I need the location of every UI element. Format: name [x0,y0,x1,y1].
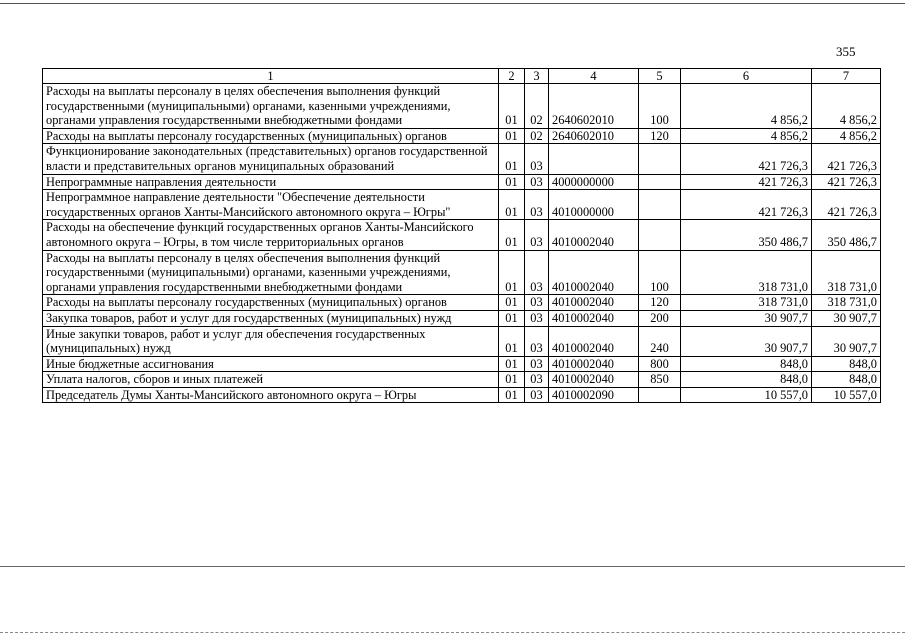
row-section: 01 [499,144,525,174]
header-row [43,69,881,84]
row-subsection: 03 [525,356,549,372]
row-name: Расходы на выплаты персоналу в целях обеспечения выполнения функций государственными (муниципальными) органами, казенными учреждениями, органами управления государственными внебюджетными фондами [43,250,499,295]
row-section: 01 [499,84,525,129]
table-row [43,310,881,326]
row-target-code: 4000000000 [549,174,639,190]
row-target-code: 4010002040 [549,326,639,356]
row-subsection: 02 [525,128,549,144]
column-header: 4 [549,69,639,84]
row-subsection: 03 [525,372,549,388]
row-expense-type: 100 [639,84,681,129]
table-row [43,84,881,129]
row-expense-type [639,174,681,190]
row-sum-col7: 4 856,2 [812,84,881,129]
row-target-code: 4010002040 [549,310,639,326]
row-section: 01 [499,372,525,388]
row-name: Функционирование законодательных (представительных) органов государственной власти и представительных органов муниципальных образований [43,144,499,174]
row-name: Расходы на выплаты персоналу в целях обеспечения выполнения функций государственными (муниципальными) органами, казенными учреждениями, органами управления государственными внебюджетными фондами [43,84,499,129]
row-expense-type: 240 [639,326,681,356]
row-sum-col6: 4 856,2 [681,128,812,144]
row-name: Расходы на выплаты персоналу государственных (муниципальных) органов [43,128,499,144]
column-header: 1 [43,69,499,84]
row-subsection: 03 [525,295,549,311]
row-target-code: 4010000000 [549,190,639,220]
row-section: 01 [499,190,525,220]
row-section: 01 [499,356,525,372]
row-target-code: 4010002040 [549,250,639,295]
row-sum-col7: 4 856,2 [812,128,881,144]
row-subsection: 03 [525,310,549,326]
row-sum-col6: 318 731,0 [681,295,812,311]
row-section: 01 [499,220,525,250]
top-rule [0,3,905,4]
row-sum-col6: 848,0 [681,372,812,388]
page-number: 355 [836,44,856,59]
row-target-code: 4010002040 [549,356,639,372]
column-header: 6 [681,69,812,84]
table-row [43,326,881,356]
table-row [43,190,881,220]
row-sum-col7: 421 726,3 [812,174,881,190]
table-row [43,356,881,372]
row-section: 01 [499,174,525,190]
row-name: Расходы на выплаты персоналу государственных (муниципальных) органов [43,295,499,311]
table-row [43,295,881,311]
row-subsection: 03 [525,190,549,220]
row-sum-col6: 318 731,0 [681,250,812,295]
row-name: Непрограммное направление деятельности "Обеспечение деятельности государственных органов Ханты-Мансийского автономного округа – Югры" [43,190,499,220]
row-sum-col7: 848,0 [812,356,881,372]
row-sum-col7: 318 731,0 [812,250,881,295]
row-expense-type: 100 [639,250,681,295]
row-name: Расходы на обеспечение функций государственных органов Ханты-Мансийского автономного округа – Югры, в том числе территориальных органов [43,220,499,250]
row-target-code: 2640602010 [549,84,639,129]
row-subsection: 03 [525,220,549,250]
row-name: Иные закупки товаров, работ и услуг для обеспечения государственных (муниципальных) нужд [43,326,499,356]
row-sum-col7: 318 731,0 [812,295,881,311]
row-target-code: 4010002040 [549,295,639,311]
budget-table [42,68,881,403]
row-subsection: 03 [525,250,549,295]
column-header: 3 [525,69,549,84]
table-row [43,128,881,144]
row-sum-col6: 30 907,7 [681,326,812,356]
row-sum-col7: 30 907,7 [812,310,881,326]
row-target-code [549,144,639,174]
row-section: 01 [499,310,525,326]
row-target-code: 2640602010 [549,128,639,144]
row-section: 01 [499,326,525,356]
row-section: 01 [499,295,525,311]
row-sum-col7: 350 486,7 [812,220,881,250]
row-sum-col6: 848,0 [681,356,812,372]
row-sum-col6: 10 557,0 [681,387,812,403]
row-section: 01 [499,250,525,295]
row-sum-col7: 10 557,0 [812,387,881,403]
row-name: Закупка товаров, работ и услуг для государственных (муниципальных) нужд [43,310,499,326]
table-row [43,372,881,388]
row-subsection: 03 [525,387,549,403]
row-subsection: 03 [525,174,549,190]
row-name: Иные бюджетные ассигнования [43,356,499,372]
row-section: 01 [499,128,525,144]
row-expense-type: 120 [639,128,681,144]
row-target-code: 4010002090 [549,387,639,403]
row-name: Уплата налогов, сборов и иных платежей [43,372,499,388]
row-sum-col7: 421 726,3 [812,144,881,174]
footer-rule [0,632,905,633]
row-sum-col6: 421 726,3 [681,144,812,174]
row-expense-type [639,387,681,403]
column-header: 2 [499,69,525,84]
row-expense-type [639,220,681,250]
table-row [43,387,881,403]
row-subsection: 02 [525,84,549,129]
row-name: Непрограммные направления деятельности [43,174,499,190]
row-expense-type: 120 [639,295,681,311]
column-header: 5 [639,69,681,84]
row-sum-col7: 421 726,3 [812,190,881,220]
table-row [43,220,881,250]
row-target-code: 4010002040 [549,220,639,250]
row-expense-type: 800 [639,356,681,372]
row-expense-type [639,144,681,174]
row-sum-col6: 30 907,7 [681,310,812,326]
row-sum-col6: 350 486,7 [681,220,812,250]
row-sum-col6: 4 856,2 [681,84,812,129]
row-sum-col7: 30 907,7 [812,326,881,356]
table-row [43,144,881,174]
bottom-rule [0,566,905,567]
row-target-code: 4010002040 [549,372,639,388]
row-subsection: 03 [525,144,549,174]
row-subsection: 03 [525,326,549,356]
table-row [43,250,881,295]
row-expense-type: 200 [639,310,681,326]
row-name: Председатель Думы Ханты-Мансийского автономного округа – Югры [43,387,499,403]
table-row [43,174,881,190]
row-expense-type: 850 [639,372,681,388]
row-sum-col6: 421 726,3 [681,174,812,190]
row-expense-type [639,190,681,220]
row-sum-col6: 421 726,3 [681,190,812,220]
row-sum-col7: 848,0 [812,372,881,388]
row-section: 01 [499,387,525,403]
column-header: 7 [812,69,881,84]
